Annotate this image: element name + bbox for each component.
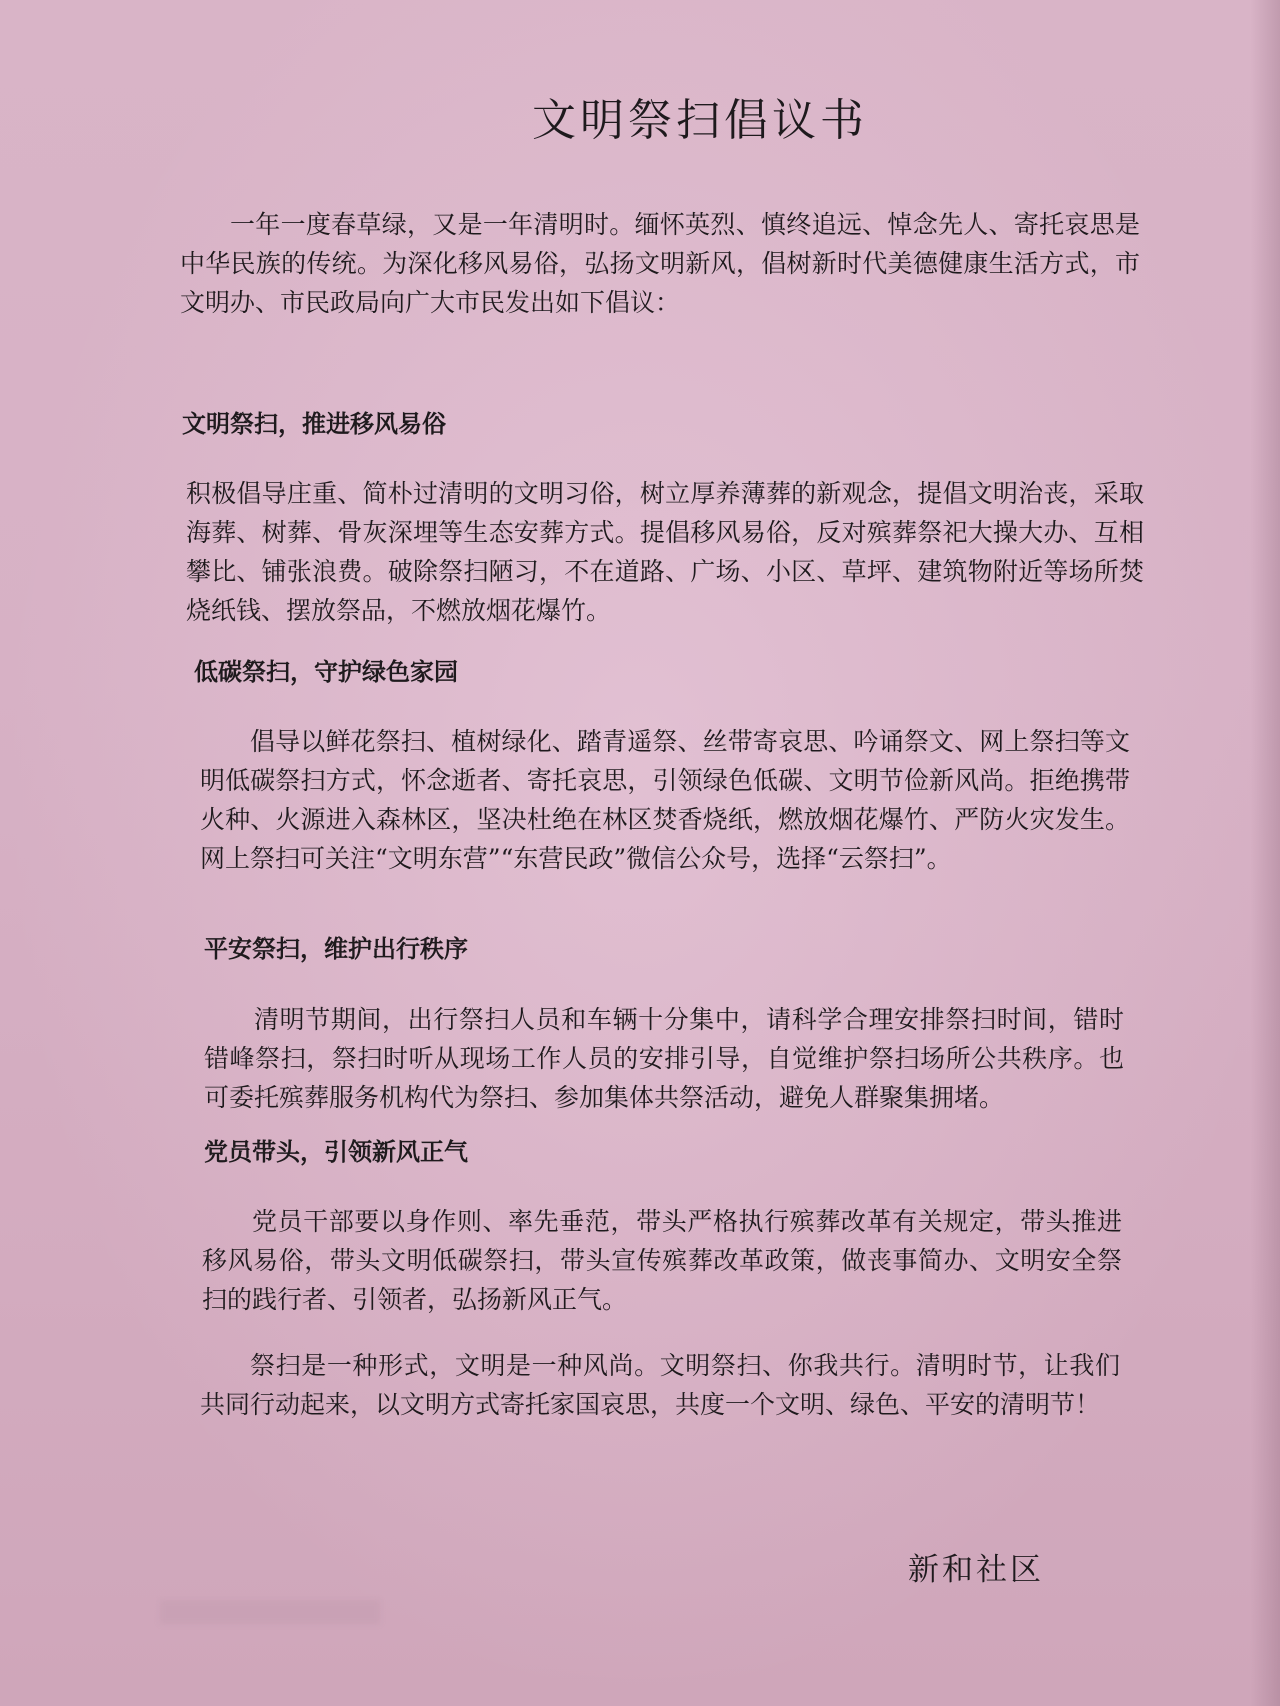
section-body-2: 倡导以鲜花祭扫、植树绿化、踏青遥祭、丝带寄哀思、吟诵祭文、网上祭扫等文明低碳祭扫方式，怀念逝者、寄托哀思，引领绿色低碳、文明节俭新风尚。拒绝携带火种、火源进入森林区，坚决杜绝在林区焚香烧纸，燃放烟花爆竹、严防火灾发生。网上祭扫可关注“文明东营”“东营民政”微信公众号，选择“云祭扫”。 [200,727,1130,873]
faded-mark [160,1600,380,1624]
page-edge-shadow [1250,0,1280,1706]
document-title: 文明祭扫倡议书 [532,95,868,146]
section-heading-3: 平安祭扫，维护出行秩序 [204,935,468,963]
section-body-3: 清明节期间，出行祭扫人员和车辆十分集中，请科学合理安排祭扫时间，错时错峰祭扫，祭扫时听从现场工作人员的安排引导，自觉维护祭扫场所公共秩序。也可委托殡葬服务机构代为祭扫、参加集体共祭活动，避免人群聚集拥堵。 [204,1005,1124,1112]
section-body-4: 党员干部要以身作则、率先垂范，带头严格执行殡葬改革有关规定，带头推进移风易俗，带头文明低碳祭扫，带头宣传殡葬改革政策，做丧事简办、文明安全祭扫的践行者、引领者，弘扬新风正气。 [202,1207,1122,1314]
section-heading-4: 党员带头，引领新风正气 [204,1138,468,1166]
signature: 新和社区 [908,1552,1044,1588]
closing-paragraph: 祭扫是一种形式，文明是一种风尚。文明祭扫、你我共行。清明时节，让我们共同行动起来，以文明方式寄托家国哀思，共度一个文明、绿色、平安的清明节！ [200,1351,1120,1419]
intro-paragraph: 一年一度春草绿，又是一年清明时。缅怀英烈、慎终追远、悼念先人、寄托哀思是中华民族的传统。为深化移风易俗，弘扬文明新风，倡树新时代美德健康生活方式，市文明办、市民政局向广大市民发出如下倡议： [180,210,1140,317]
section-heading-1: 文明祭扫，推进移风易俗 [182,410,446,438]
section-body-1: 积极倡导庄重、简朴过清明的文明习俗，树立厚养薄葬的新观念，提倡文明治丧，采取海葬、树葬、骨灰深埋等生态安葬方式。提倡移风易俗，反对殡葬祭祀大操大办、互相攀比、铺张浪费。破除祭扫陋习，不在道路、广场、小区、草坪、建筑物附近等场所焚烧纸钱、摆放祭品，不燃放烟花爆竹。 [186,479,1144,625]
section-heading-2: 低碳祭扫，守护绿色家园 [194,658,458,686]
